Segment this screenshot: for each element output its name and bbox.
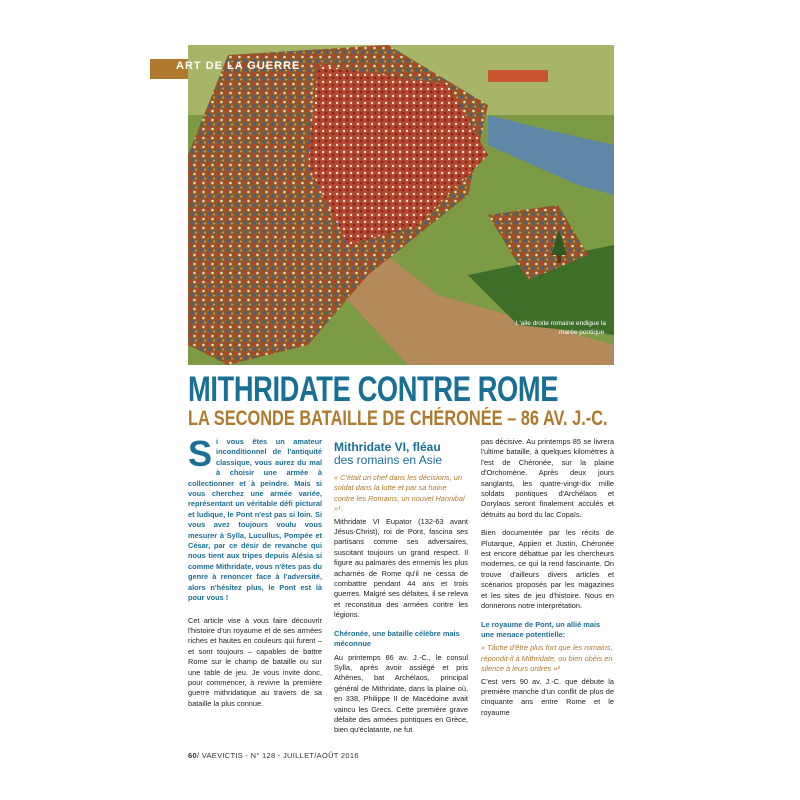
subheading-cheronee: Chéronée, une bataille célèbre mais méconnue: [334, 628, 460, 649]
heading-line-2: des romains en Asie: [334, 453, 443, 467]
footer-text: / VAEVICTIS - N° 128 - JUILLET/AOÛT 2016: [196, 751, 359, 760]
section-label: ART DE LA GUERRE: [176, 60, 301, 72]
article-subtitle: LA SECONDE BATAILLE DE CHÉRONÉE – 86 AV. J.-C.: [188, 407, 608, 430]
lead-paragraph: [188, 433, 322, 604]
paragraph-orchomene: pas décisive. Au printemps 85 se livrera l'ultime bataille, à quelques kilomètres à l'est de Chéronée, sur la plaine d'Orchomène. Après deux jours sanglants, les quatre-vingt-dix mille soldats pontiques d'Archélaos et Dorylaos seront finalement acculés et détruits au bord du lac Copaïs.: [481, 437, 614, 519]
column-1: [188, 433, 322, 717]
page-footer: [188, 751, 359, 760]
wargame-table-image: [188, 45, 614, 365]
paragraph-cheronee: Au printemps 86 av. J.-C., le consul Sylla, après avoir assiégé et pris Athènes, bat Archélaos, principal général de Mithridate, dans la plaine où, en 338, Philippe II de Macédoine avait vaincu les Grecs. Cette première grave défaite des armées pontiques en Grèce, bien qu'éclatante, ne fut: [334, 652, 468, 735]
battle-photo: [188, 45, 614, 365]
lead-text: i vous êtes un amateur inconditionnel de l'antiquité classique, vous aurez du mal à choisir une armée à collectionner et à peindre. Mais si vous cherchez une armée variée, représentant un véritable défi pictural et ludique, le Pont n'est pas si loin. Si vous avez toujours voulu vous mesurer à Sylla, Lucullus, Pompée et César, par ce désir de revanche qui nous tient aux tripes depuis Alésia si comme Mithridate, vous n'êtes pas du genre à renoncer face à l'adversité, alors n'hésitez plus, le Pont est là pour vous !: [188, 437, 322, 603]
page-number: 60: [188, 751, 197, 760]
section-heading-mithridate: [334, 441, 468, 467]
intro-body: Cet article vise à vous faire découvrir l'histoire d'un royaume et de ses armées riches et hautes en couleurs qui furent – et sont toujours – capables de battre Rome sur le champ de bataille ou sur une table de jeu. Je vous invite donc, pour commencer, à revivre la première guerre mithridatique au travers de sa bataille la plus connue.: [188, 615, 322, 708]
photo-caption: L'aile droite romaine endigue la marée pontique.: [515, 320, 606, 336]
drop-cap: S: [188, 433, 213, 474]
paragraph-sources: Bien documentée par les récits de Plutarque, Appien et Justin, Chéronée est encore débattue par les chercheurs modernes, ce qui la rend fascinante. On trouve d'ailleurs divers articles et scénarios proposés par les magazines et les sites de jeu d'histoire. Nous en donnerons notre interprétation.: [481, 528, 614, 611]
subheading-pont: Le royaume de Pont, un allié mais une menace potentielle:: [481, 619, 601, 639]
magazine-page: [150, 45, 614, 765]
quote-romans: « Tâche d'être plus fort que les romains, répondit-il à Mithridate, ou bien obéis en silence à leurs ordres »²: [481, 643, 613, 674]
heading-line-1: Mithridate VI, fléau: [334, 440, 441, 454]
article-title: MITHRIDATE CONTRE ROME: [188, 370, 559, 409]
column-3: [481, 437, 614, 726]
quote-hannibal: « C'était un chef dans les décisions, un soldat dans la lutte et par sa haine contre les Romains, un nouvel Hannibal »¹.: [334, 473, 465, 514]
paragraph-mithridate: Mithridate VI Eupator (132-63 avant Jésus-Christ), roi de Pont, fascina ses partisans comme ses adversaires, suscitant toujours un grand respect. Il figure au palmarès des ennemis les plus acharnés de Rome qu'il ne cessa de combattre pendant 44 ans et trois guerres. Malgré ses défaites, il se releva et reconstitua des armées contre les légions.: [334, 516, 468, 620]
paragraph-conflict: C'est vers 90 av. J.-C. que débute la première manche d'un conflit de plus de cinquante ans entre Rome et le royaume: [481, 676, 614, 717]
column-2: [334, 437, 468, 744]
